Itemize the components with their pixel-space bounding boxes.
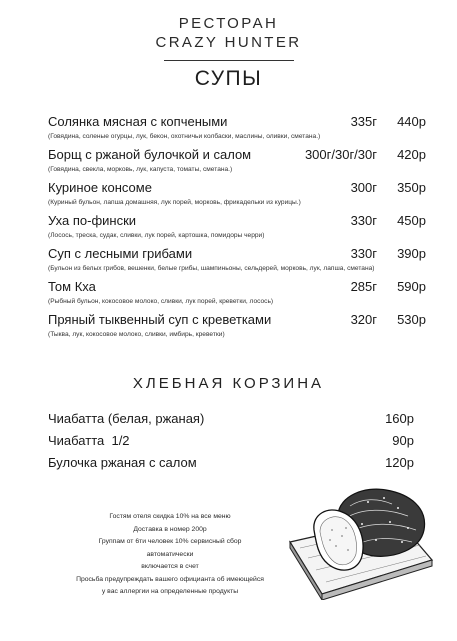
note-line: Группам от 6ти человек 10% сервисный сбор — [98, 538, 242, 545]
item-name: Борщ с ржаной булочкой и салом — [48, 147, 252, 162]
item-weight: 285г — [350, 279, 377, 294]
menu-header — [0, 14, 457, 91]
menu-item — [48, 430, 414, 452]
item-description: (Говядина, свекла, морковь, лук, капуста, томаты, сметана.) — [48, 166, 233, 173]
note-line: Просьба предупреждать вашего официанта об имеющейся — [76, 575, 264, 583]
item-price: 590р — [397, 279, 426, 294]
menu-item — [48, 244, 428, 274]
item-price: 390р — [397, 246, 426, 261]
item-name: Чиабатта (белая, ржаная) — [48, 411, 205, 426]
item-price: 90р — [392, 433, 414, 448]
item-description: (Тыква, лук, кокосовое молоко, сливки, имбирь, креветки) — [48, 331, 225, 338]
item-description: (Говядина, соленые огурцы, лук, бекон, охотничьи колбаски, маслины, оливки, сметана.) — [48, 133, 321, 140]
item-name: Булочка ржаная с салом — [48, 455, 197, 470]
note-line: Гостям отеля скидка 10% на все меню — [109, 513, 231, 520]
note-line: у вас аллергии на определенные продукты — [101, 588, 239, 595]
menu-item — [48, 277, 428, 307]
menu-item — [48, 145, 428, 175]
item-weight: 330г — [350, 213, 377, 228]
item-description: (Рыбный бульон, кокосовое молоко, сливки, лук порей, креветки, лосось) — [48, 298, 274, 305]
item-description: (Бульон из белых грибов, вешенки, белые грибы, шампиньоны, сельдерей, морковь, лук, лапша, сметана) — [48, 265, 375, 272]
note-line: автоматически — [146, 550, 194, 558]
item-weight: 330г — [350, 246, 377, 261]
item-description: (Куриный бульон, лапша домашняя, лук порей, морковь, фрикадельки из курицы.) — [48, 199, 301, 206]
item-price: 160р — [385, 411, 414, 426]
item-name: Пряный тыквенный суп с креветками — [48, 312, 272, 327]
item-name: Том Кха — [48, 279, 96, 294]
item-price: 440р — [397, 114, 426, 129]
restaurant-name: CRAZY HUNTER — [155, 34, 302, 51]
menu-item — [48, 310, 428, 340]
menu-item — [48, 211, 428, 241]
note-line: Доставка в номер 200р — [133, 525, 207, 533]
bread-on-board-icon — [286, 478, 436, 600]
section-title-soups: СУПЫ — [194, 67, 263, 90]
item-name: Солянка мясная с копчеными — [48, 114, 228, 129]
menu-item — [48, 112, 428, 142]
item-weight: 300г/30г/30г — [304, 147, 377, 162]
section-title-bread: ХЛЕБНАЯ КОРЗИНА — [132, 375, 325, 392]
item-weight: 335г — [350, 114, 377, 129]
item-name: Суп с лесными грибами — [48, 246, 193, 261]
header-divider — [164, 60, 294, 61]
item-weight: 320г — [350, 312, 377, 327]
item-name: Уха по-фински — [48, 213, 137, 228]
note-line: включается в счет — [141, 563, 199, 570]
item-name: Куриное консоме — [48, 180, 152, 195]
item-price: 120р — [385, 455, 414, 470]
item-weight: 300г — [350, 180, 377, 195]
item-name: Чиабатта 1/2 — [48, 433, 130, 448]
item-price: 450р — [397, 213, 426, 228]
bread-list — [48, 408, 414, 474]
item-price: 530р — [397, 312, 426, 327]
info-notes — [40, 511, 300, 599]
item-price: 420р — [397, 147, 426, 162]
menu-item — [48, 408, 414, 430]
menu-item — [48, 452, 414, 474]
soup-list — [48, 112, 428, 343]
restaurant-label: РЕСТОРАН — [178, 15, 279, 32]
item-description: (Лосось, треска, судак, сливки, лук порей, картошка, помидоры черри) — [48, 232, 265, 239]
item-price: 350р — [397, 180, 426, 195]
menu-item — [48, 178, 428, 208]
